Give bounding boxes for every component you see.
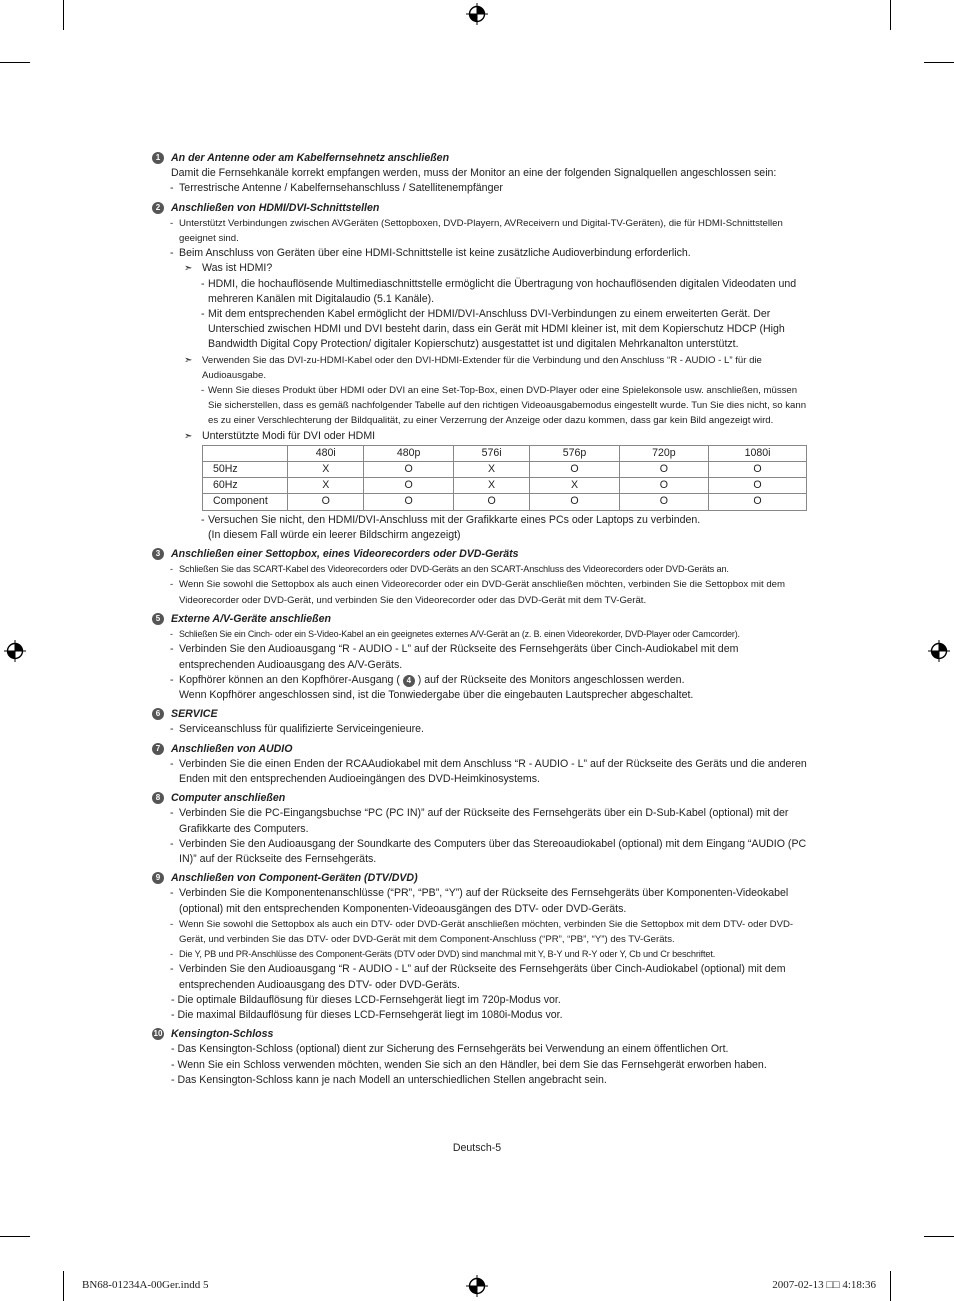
section-heading xyxy=(152,1027,808,1042)
headphone-jack-number-badge: 4 xyxy=(403,675,415,687)
crop-mark xyxy=(890,1271,891,1301)
section-number-badge: 8 xyxy=(152,792,164,804)
dash: - xyxy=(170,918,174,930)
dash: - xyxy=(170,723,174,736)
crop-mark xyxy=(63,1271,64,1301)
list-item-text: Verbinden Sie den Audioausgang “R - AUDIO - L” auf der Rückseite des Fernsehgeräts über Cinch-Audiokabel (optional) mit dem entsprechenden Audioausgang des DTV- oder DVD-Geräts. xyxy=(179,963,786,991)
table-cell: O xyxy=(619,478,708,494)
section-heading xyxy=(152,201,808,216)
table-cell: O xyxy=(288,494,364,510)
crop-mark xyxy=(0,1236,30,1237)
list-item: - Die optimale Bildauflösung für dieses LCD-Fernsehgerät liegt im 720p-Modus vor. xyxy=(171,993,561,1006)
dash: - xyxy=(201,513,205,526)
dash: - xyxy=(170,564,173,575)
arrow-icon: ➣ xyxy=(184,354,193,366)
table-cell: X xyxy=(288,478,364,494)
list-item-text: Kopfhörer können an den Kopfhörer-Ausgang ( xyxy=(179,673,400,686)
crop-mark xyxy=(0,62,30,63)
registration-mark-icon xyxy=(466,1275,488,1297)
dash: - xyxy=(170,837,174,850)
table-row xyxy=(203,494,807,510)
list-item: - Das Kensington-Schloss (optional) dient zur Sicherung des Fernsehgeräts bei Verwendung an einem öffentlichen Ort. xyxy=(171,1043,729,1056)
list-item-continuation: Wenn Kopfhörer angeschlossen sind, ist die Tonwiedergabe über die eingebauten Lautsprecher abgeschaltet. xyxy=(179,688,694,701)
section-number-badge: 5 xyxy=(152,613,164,625)
table-cell: O xyxy=(364,478,453,494)
registration-mark-icon xyxy=(466,3,488,25)
section-heading xyxy=(152,151,808,166)
arrow-icon: ➣ xyxy=(184,263,193,275)
dash: - xyxy=(170,887,174,900)
list-item xyxy=(152,562,808,577)
dash: - xyxy=(201,385,205,397)
note xyxy=(152,261,808,276)
list-item xyxy=(152,806,808,836)
section-heading xyxy=(152,547,808,562)
list-item-text: Terrestrische Antenne / Kabelfernsehanschluss / Satellitenempfänger xyxy=(179,182,503,195)
list-item xyxy=(152,181,808,196)
list-item-text: HDMI, die hochauflösende Multimediaschnittstelle ermöglicht die Übertragung von hochauflösenden digitalen Videodaten und mehreren Kanälen mit Digitalaudio (5.1 Kanäle). xyxy=(208,277,797,305)
list-item xyxy=(152,917,808,947)
table-header-cell xyxy=(203,445,288,461)
list-item xyxy=(152,886,808,916)
table-cell: O xyxy=(364,462,453,478)
crop-mark xyxy=(63,0,64,30)
table-cell: X xyxy=(453,462,529,478)
table-row-label: Component xyxy=(203,494,288,510)
table-row xyxy=(203,462,807,478)
list-item-text: Verbinden Sie den Audioausgang der Soundkarte des Computers über das Stereoaudiokabel (optional) mit dem Eingang “AUDIO (PC IN)” auf der Rückseite des Fernsehgeräts. xyxy=(179,837,807,865)
section-external-av xyxy=(152,612,808,703)
list-item xyxy=(152,837,808,867)
dash: - xyxy=(170,579,174,591)
dash: - xyxy=(170,217,174,229)
note-text: Verwenden Sie das DVI-zu-HDMI-Kabel oder den DVI-HDMI-Extender für die Verbindung und den Anschluss “R - AUDIO - L” für die Audioausgabe. xyxy=(202,354,762,381)
dash: - xyxy=(170,673,174,686)
list-item: - Die maximal Bildauflösung für dieses LCD-Fernsehgerät liegt im 1080i-Modus vor. xyxy=(171,1008,563,1021)
list-item-text: Die Y, PB und PR-Anschlüsse des Component-Geräts (DTV oder DVD) sind manchmal mit Y, B-Y und R-Y oder Y, Cb und Cr beschriftet. xyxy=(179,949,716,960)
list-item xyxy=(152,642,808,672)
section-antenna xyxy=(152,151,808,197)
section-heading xyxy=(152,791,808,806)
dash: - xyxy=(201,277,205,290)
list-item-text: Wenn Sie dieses Produkt über HDMI oder DVI an eine Set-Top-Box, einen DVD-Player oder eine Spielekonsole usw. anschließen, müssen Sie sicherstellen, dass es gemäß nachfolgender Tabelle auf den richtigen Videoausgabemodus eingestellt wurde. Tun Sie dies nicht, so kann es zu einer Verschlechterung der Bildqualität, zu einer Verzerrung der Anzeige oder dazu kommen, dass gar kein Bild angezeigt wird. xyxy=(208,385,807,427)
section-number-badge: 2 xyxy=(152,202,164,214)
list-item-text: Schließen Sie ein Cinch- oder ein S-Video-Kabel an ein geeignetes externes A/V-Gerät an (z. B. einen Videorekorder, DVD-Player oder Camcorder). xyxy=(179,629,740,640)
registration-mark-icon xyxy=(4,640,26,662)
table-cell: O xyxy=(530,462,619,478)
crop-mark xyxy=(924,1236,954,1237)
list-item-text: Schließen Sie das SCART-Kabel des Videorecorders oder DVD-Geräts an den SCART-Anschluss des Videorecorders oder DVD-Geräts an. xyxy=(179,564,729,575)
list-item xyxy=(152,577,808,607)
list-item: - Wenn Sie ein Schloss verwenden möchten, wenden Sie sich an den Händler, bei dem Sie das Fernsehgerät erworben haben. xyxy=(171,1058,767,1071)
section-hdmi xyxy=(152,201,808,543)
list-item-text: Versuchen Sie nicht, den HDMI/DVI-Anschluss mit der Grafikkarte eines PCs oder Laptops zu verbinden. xyxy=(208,513,701,526)
table-row xyxy=(203,478,807,494)
list-item xyxy=(152,673,808,688)
section-computer xyxy=(152,791,808,867)
dash: - xyxy=(170,643,174,656)
section-audio xyxy=(152,742,808,788)
section-kensington xyxy=(152,1027,808,1088)
section-heading xyxy=(152,612,808,627)
dash: - xyxy=(170,949,173,960)
section-number-badge: 3 xyxy=(152,548,164,560)
note xyxy=(152,353,808,383)
table-cell: X xyxy=(288,462,364,478)
page-number: Deutsch-5 xyxy=(452,1142,502,1154)
section-title: Anschließen von Component-Geräten (DTV/DVD) xyxy=(171,872,418,885)
section-settopbox xyxy=(152,547,808,608)
arrow-icon: ➣ xyxy=(184,430,193,442)
crop-mark xyxy=(924,62,954,63)
page-content xyxy=(152,151,808,1088)
note xyxy=(152,429,808,444)
crop-mark xyxy=(890,0,891,30)
section-heading xyxy=(152,707,808,722)
list-item-text: Verbinden Sie den Audioausgang “R - AUDIO - L” auf der Rückseite des Fernsehgeräts über Cinch-Audiokabel mit dem entsprechenden Audioausgang des A/V-Geräts. xyxy=(179,643,739,671)
list-item xyxy=(152,962,808,992)
table-header-cell: 576p xyxy=(530,445,619,461)
section-title: Anschließen von AUDIO xyxy=(171,742,293,755)
list-item-text: Verbinden Sie die einen Enden der RCAAudiokabel mit dem Anschluss “R - AUDIO - L” auf der Rückseite des Geräts und die anderen Enden mit den entsprechenden Audioeingängen des DVD-Heimkinosystems. xyxy=(179,757,807,785)
dash: - xyxy=(201,308,205,321)
table-cell: O xyxy=(619,494,708,510)
dash: - xyxy=(170,247,174,260)
list-item-text: Mit dem entsprechenden Kabel ermöglicht der HDMI/DVI-Anschluss DVI-Verbindungen zu einem erweiterten Gerät. Der Unterschied zwischen HDMI und DVI besteht darin, dass ein Gerät mit HDMI kleiner ist, mit dem Kopierschutz HDCP (High Bandwidth Digital Copy Protection/ digitaler Kopierschutz) ausgestattet ist und digitalen Mehrkanalton unterstützt. xyxy=(208,308,785,351)
table-cell: O xyxy=(453,494,529,510)
section-title: SERVICE xyxy=(171,708,218,721)
table-cell: O xyxy=(709,494,807,510)
section-number-badge: 9 xyxy=(152,872,164,884)
list-item-text: Beim Anschluss von Geräten über eine HDMI-Schnittstelle ist keine zusätzliche Audioverbindung erforderlich. xyxy=(179,247,691,260)
list-item-text: Unterstützt Verbindungen zwischen AVGeräten (Settopboxen, DVD-Playern, AVReceivern und Digital-TV-Geräten), die für HDMI-Schnittstellen geeignet sind. xyxy=(179,217,783,245)
section-title: Kensington-Schloss xyxy=(171,1028,274,1041)
table-header-cell: 480i xyxy=(288,445,364,461)
list-item-text: Wenn Sie sowohl die Settopbox als auch ein DTV- oder DVD-Gerät anschließen möchten, verbinden Sie die Settopbox mit dem DTV- oder DVD-Gerät, und verbinden Sie das DTV- oder DVD-Gerät mit dem Component-Anschluss (“PR”, “PB”, “Y”) des TV-Geräts. xyxy=(179,918,794,945)
list-item: - Das Kensington-Schloss kann je nach Modell an unterschiedlichen Stellen angebracht sein. xyxy=(171,1073,607,1086)
table-header-cell: 480p xyxy=(364,445,453,461)
section-title: Externe A/V-Geräte anschließen xyxy=(171,612,331,625)
slug-filename: BN68-01234A-00Ger.indd 5 xyxy=(82,1279,209,1291)
section-title: Anschließen einer Settopbox, eines Videorecorders oder DVD-Geräts xyxy=(171,548,519,561)
dash: - xyxy=(170,629,173,640)
section-title: Anschließen von HDMI/DVI-Schnittstellen xyxy=(171,201,380,214)
list-item-text: ) auf der Rückseite des Monitors angeschlossen werden. xyxy=(417,673,685,686)
table-cell: O xyxy=(709,462,807,478)
table-header-cell: 720p xyxy=(619,445,708,461)
list-item-continuation: (In diesem Fall würde ein leerer Bildschirm angezeigt) xyxy=(208,528,461,541)
section-heading xyxy=(152,742,808,757)
table-cell: O xyxy=(364,494,453,510)
list-item xyxy=(152,216,808,246)
list-item xyxy=(152,277,808,307)
section-service xyxy=(152,707,808,737)
list-item-text: Serviceanschluss für qualifizierte Serviceingenieure. xyxy=(179,723,424,736)
dash: - xyxy=(170,182,174,195)
list-item xyxy=(152,513,808,528)
slug-timestamp: 2007-02-13 □□ 4:18:36 xyxy=(772,1279,876,1291)
note-text: Unterstützte Modi für DVI oder HDMI xyxy=(202,429,376,442)
table-cell: O xyxy=(619,462,708,478)
table-header-cell: 1080i xyxy=(709,445,807,461)
section-component xyxy=(152,871,808,1023)
table-cell: O xyxy=(530,494,619,510)
list-item xyxy=(152,722,808,737)
section-number-badge: 6 xyxy=(152,708,164,720)
section-number-badge: 7 xyxy=(152,743,164,755)
section-title: An der Antenne oder am Kabelfernsehnetz anschließen xyxy=(171,152,450,164)
section-number-badge: 1 xyxy=(152,152,164,164)
list-item-text: Wenn Sie sowohl die Settopbox als auch einen Videorecorder oder ein DVD-Gerät anschließen möchten, verbinden Sie die Settopbox mit dem Videorecorder oder DVD-Gerät, und verbinden Sie den Videorecorder oder das DVD-Gerät mit dem TV-Gerät. xyxy=(179,579,785,606)
table-cell: X xyxy=(453,478,529,494)
table-header-row xyxy=(203,445,807,461)
dash: - xyxy=(170,963,174,976)
table-header-cell: 576i xyxy=(453,445,529,461)
list-item xyxy=(152,947,808,962)
section-title: Computer anschließen xyxy=(171,792,286,805)
list-item xyxy=(152,383,808,429)
registration-mark-icon xyxy=(928,640,950,662)
dash: - xyxy=(170,807,174,820)
table-cell: O xyxy=(709,478,807,494)
list-item xyxy=(152,627,808,642)
supported-modes-table xyxy=(202,445,807,511)
table-cell: X xyxy=(530,478,619,494)
list-item xyxy=(152,246,808,261)
list-item xyxy=(152,757,808,787)
note-text: Was ist HDMI? xyxy=(202,262,273,275)
dash: - xyxy=(170,757,174,770)
section-number-badge: 10 xyxy=(153,1029,163,1039)
section-intro: Damit die Fernsehkanäle korrekt empfangen werden, muss der Monitor an eine der folgenden Signalquellen angeschlossen sein: xyxy=(171,167,777,180)
list-item-text: Verbinden Sie die PC-Eingangsbuchse “PC (PC IN)” auf der Rückseite des Fernsehgeräts über ein D-Sub-Kabel (optional) mit der Grafikkarte des Computers. xyxy=(179,807,789,835)
list-item xyxy=(152,307,808,353)
table-row-label: 60Hz xyxy=(203,478,288,494)
section-heading xyxy=(152,871,808,886)
table-row-label: 50Hz xyxy=(203,462,288,478)
list-item-text: Verbinden Sie die Komponentenanschlüsse (“PR”, “PB”, “Y”) auf der Rückseite des Fernsehgeräts über Komponenten-Videokabel (optional) mit den entsprechenden Komponenten-Videoausgängen des DTV- oder DVD-Geräts. xyxy=(179,887,789,915)
